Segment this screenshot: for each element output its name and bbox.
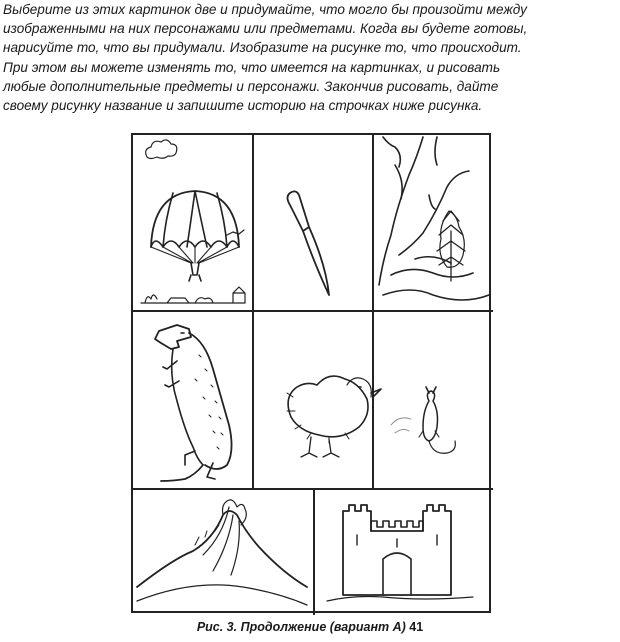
instruction-line: При этом вы можете изменять то, что имеется на картинках, и рисовать [3,59,501,75]
knife-picture [288,191,330,295]
instruction-line: нарисуйте то, что вы придумали. Изобразите на рисунке то, что происходит. [3,40,522,56]
instructions-text [3,0,615,115]
page-number: 41 [409,620,424,634]
bird-icon [227,230,244,235]
mouse-picture [391,387,455,453]
instruction-line: изображенными на них персонажами или предметами. Когда вы будете готовы, [3,21,528,37]
volcano-picture [137,500,307,605]
tree-picture [379,137,489,300]
instruction-line: Выберите из этих картинок две и придумайте, что могло бы произойти между [3,2,527,17]
picture-grid [131,133,491,613]
castle-picture [327,505,473,601]
caption-text: Рис. 3. Продолжение (вариант А) [196,620,406,634]
ground-scene [141,287,245,303]
instruction-line: своему рисунку название и запишите историю на строчках ниже рисунка. [3,98,483,114]
chick-picture [287,376,381,457]
instruction-line: любые дополнительные предметы и персонажи. Закончив рисовать, дайте [3,78,499,94]
figure-caption [0,620,620,634]
parachute-picture [141,140,245,303]
dinosaur-picture [155,325,232,481]
grid-lines [133,135,493,615]
cloud-icon [146,140,177,159]
